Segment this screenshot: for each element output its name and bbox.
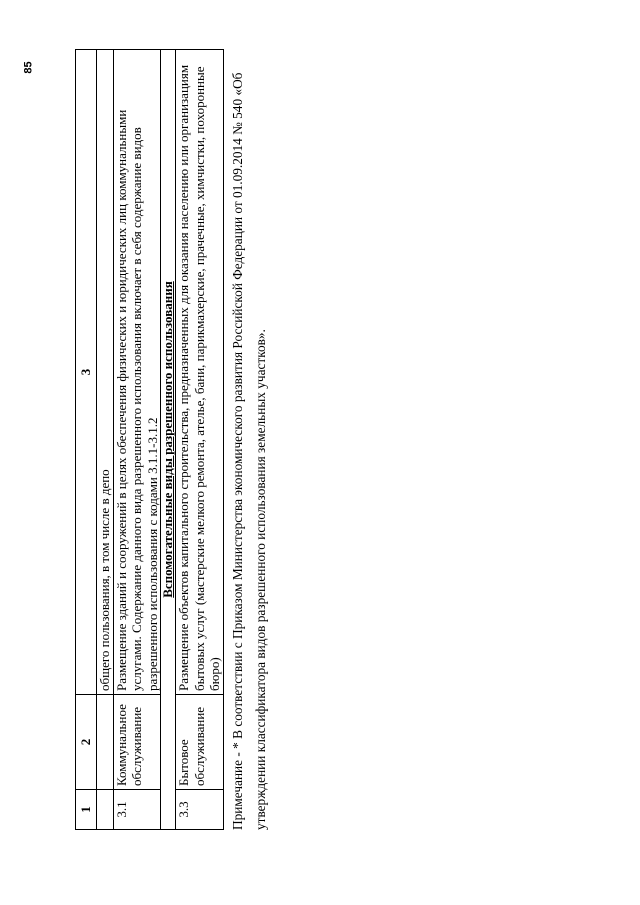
land-use-table bbox=[75, 49, 224, 830]
row-description: Размещение зданий и сооружений в целях обеспечения физических и юридических лиц коммунальными услугами. Содержание данного вида разрешенного использования включает в себя содержание видов разрешенного использования с кодами 3.1.1-3.1.2 bbox=[113, 50, 161, 695]
header-cell-3: 3 bbox=[76, 50, 97, 695]
page-number: 85 bbox=[22, 61, 35, 74]
header-cell-1: 1 bbox=[76, 790, 97, 830]
footnote: Примечание - * В соответствии с Приказом Министерства экономического развития Российской Федерации от 01.09.2014 № 540 «Об утверждении классификатора видов разрешенного использования земельных участков». bbox=[229, 72, 268, 830]
table-row bbox=[113, 50, 161, 830]
header-cell-2: 2 bbox=[76, 695, 97, 790]
table-row-continuation bbox=[97, 50, 114, 830]
rotated-page-content bbox=[75, 50, 340, 830]
continuation-text: общего пользования, в том числе в депо bbox=[97, 50, 114, 695]
row-description: Размещение объектов капитального строительства, предназначенных для оказания населению или организациям бытовых услуг (мастерские мелкого ремонта, ателье, бани, парикмахерские, прачечные, химчистки, похоронные бюро) bbox=[176, 50, 224, 695]
row-code: 3.3 bbox=[176, 790, 224, 830]
row-code: 3.1 bbox=[113, 790, 161, 830]
section-header-row bbox=[161, 50, 176, 830]
row-name: Бытовое обслуживание bbox=[176, 695, 224, 790]
table-row bbox=[176, 50, 224, 830]
row-name: Коммунальное обслуживание bbox=[113, 695, 161, 790]
table-header-row bbox=[76, 50, 97, 830]
section-title: Вспомогательные виды разрешенного использования bbox=[161, 50, 176, 830]
